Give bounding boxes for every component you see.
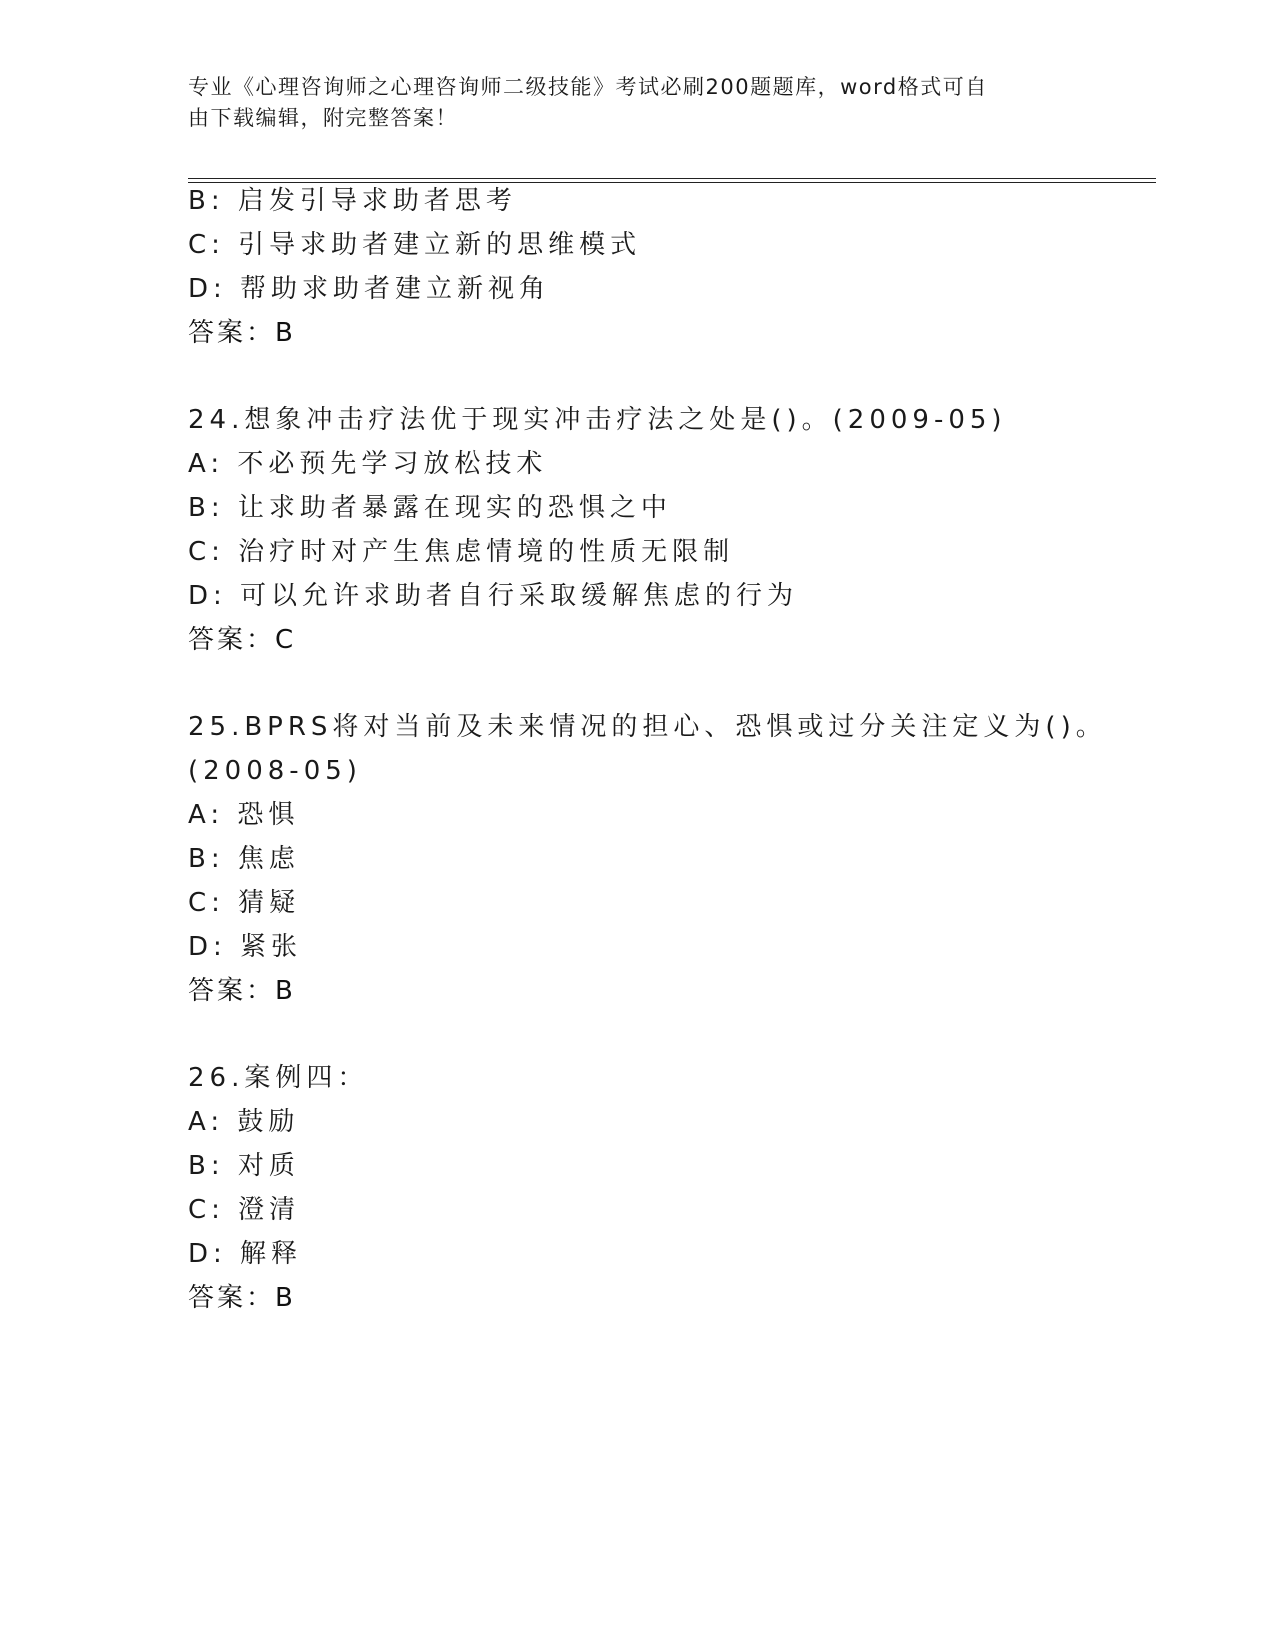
question-25-stem-continued: (2008-05) [188,756,362,786]
question-25-answer: 答案：B [188,976,296,1006]
question-26-answer: 答案：B [188,1283,296,1313]
question-24-option-b: B: 让求助者暴露在现实的恐惧之中 [188,493,672,523]
document-header [188,72,1068,134]
question-25-option-d: D: 紧张 [188,932,303,962]
question-24-option-a: A: 不必预先学习放松技术 [188,449,548,479]
question-26-option-c: C: 澄清 [188,1195,301,1225]
question-24-option-c: C: 治疗时对产生焦虑情境的性质无限制 [188,537,735,567]
question-25-option-b: B: 焦虑 [188,844,300,874]
question-25-option-a: A: 恐惧 [188,800,300,830]
question-24-stem: 24.想象冲击疗法优于现实冲击疗法之处是()。(2009-05) [188,405,1007,435]
question-24-option-d: D: 可以允许求助者自行采取缓解焦虑的行为 [188,581,799,611]
question-26-stem: 26.案例四： [188,1063,369,1093]
question-26-option-d: D: 解释 [188,1239,303,1269]
question-24-answer: 答案：C [188,625,297,655]
question-25-stem: 25.BPRS将对当前及未来情况的担心、恐惧或过分关注定义为()。 [188,712,1107,742]
header-title-line-1: 专业《心理咨询师之心理咨询师二级技能》考试必刷200题题库，word格式可自 [188,75,988,99]
header-divider-bottom [188,182,1156,183]
question-26-option-a: A: 鼓励 [188,1107,300,1137]
option-b: B: 启发引导求助者思考 [188,186,517,216]
question-25-option-c: C: 猜疑 [188,888,301,918]
header-divider-top [188,178,1156,179]
option-c: C: 引导求助者建立新的思维模式 [188,230,642,260]
answer-label: 答案：B [188,318,296,348]
option-d: D: 帮助求助者建立新视角 [188,274,551,304]
header-title-line-2: 由下载编辑，附完整答案！ [188,106,458,130]
question-26-option-b: B: 对质 [188,1151,300,1181]
